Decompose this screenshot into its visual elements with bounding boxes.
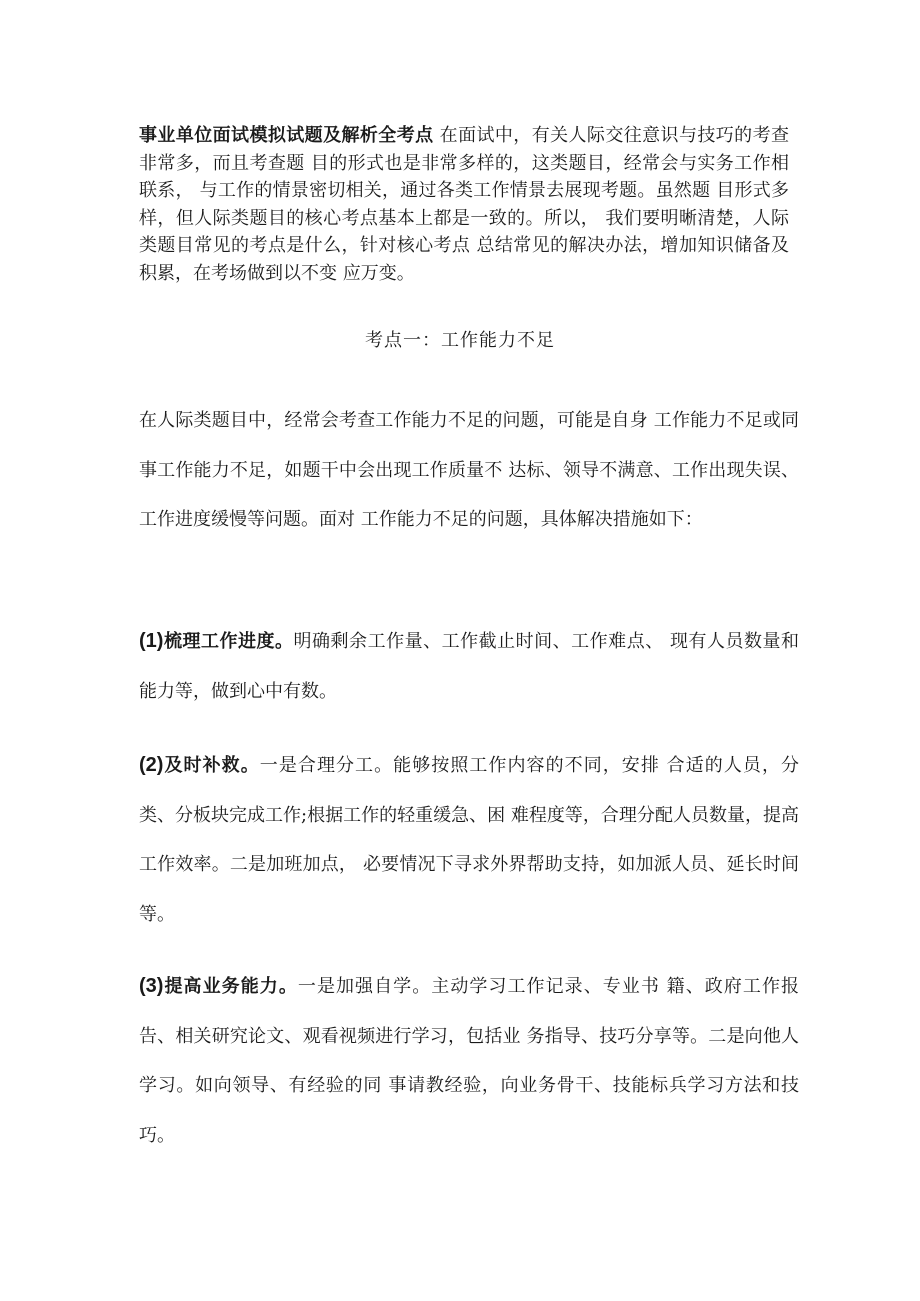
document-title: 事业单位面试模拟试题及解析全考点 xyxy=(139,125,434,146)
lead-paragraph: 在人际类题目中，经常会考查工作能力不足的问题，可能是自身 工作能力不足或同事工作能力不足，如题干中会出现工作质量不 达标、领导不满意、工作出现失误、工作进度缓慢等问题。面对 工作能力不足的问题，具体解决措施如下： xyxy=(139,410,799,530)
section-heading: 考点一：工作能力不足 xyxy=(365,330,555,351)
measure-item-text: 一是合理分工。能够按照工作内容的不同，安排 合适的人员，分类、分板块完成工作;根据工作的轻重缓急、困 难程度等，合理分配人员数量，提高工作效率。二是加班加点， 必要情况下寻求外界帮助支持，如加派人员、延长时间等。 xyxy=(139,755,800,925)
measure-item-number: (1) xyxy=(139,630,164,652)
intro-body: 在面试中，有关人际交往意识与技巧的考查非常多，而且考查题 目的形式也是非常多样的，这类题目，经常会与实务工作相联系， 与工作的情景密切相关，通过各类工作情景去展现考题。虽然题 目形式多样，但人际类题目的核心考点基本上都是一致的。所以， 我们要明晰清楚，人际类题目常见的考点是什么，针对核心考点 总结常见的解决办法，增加知识储备及积累，在考场做到以不变 应万变。 xyxy=(139,125,789,284)
intro-paragraph xyxy=(139,122,789,287)
measure-item-text: 明确剩余工作量、工作截止时间、工作难点、 现有人员数量和能力等，做到心中有数。 xyxy=(139,631,799,702)
measure-item-2 xyxy=(139,741,799,939)
measure-item-label: 及时补救。 xyxy=(163,755,260,776)
measure-item-3 xyxy=(139,962,799,1160)
measure-item-number: (2) xyxy=(139,754,164,776)
measure-item-text: 一是加强自学。主动学习工作记录、专业书 籍、政府工作报告、相关研究论文、观看视频进行学习，包括业 务指导、技巧分享等。二是向他人学习。如向领导、有经验的同 事请教经验，向业务骨干、技能标兵学习方法和技巧。 xyxy=(139,976,799,1146)
measure-item-number: (3) xyxy=(139,975,164,997)
measure-item-label: 提高业务能力。 xyxy=(163,976,298,997)
measure-item-1 xyxy=(139,617,799,716)
measure-item-label: 梳理工作进度。 xyxy=(163,631,294,652)
